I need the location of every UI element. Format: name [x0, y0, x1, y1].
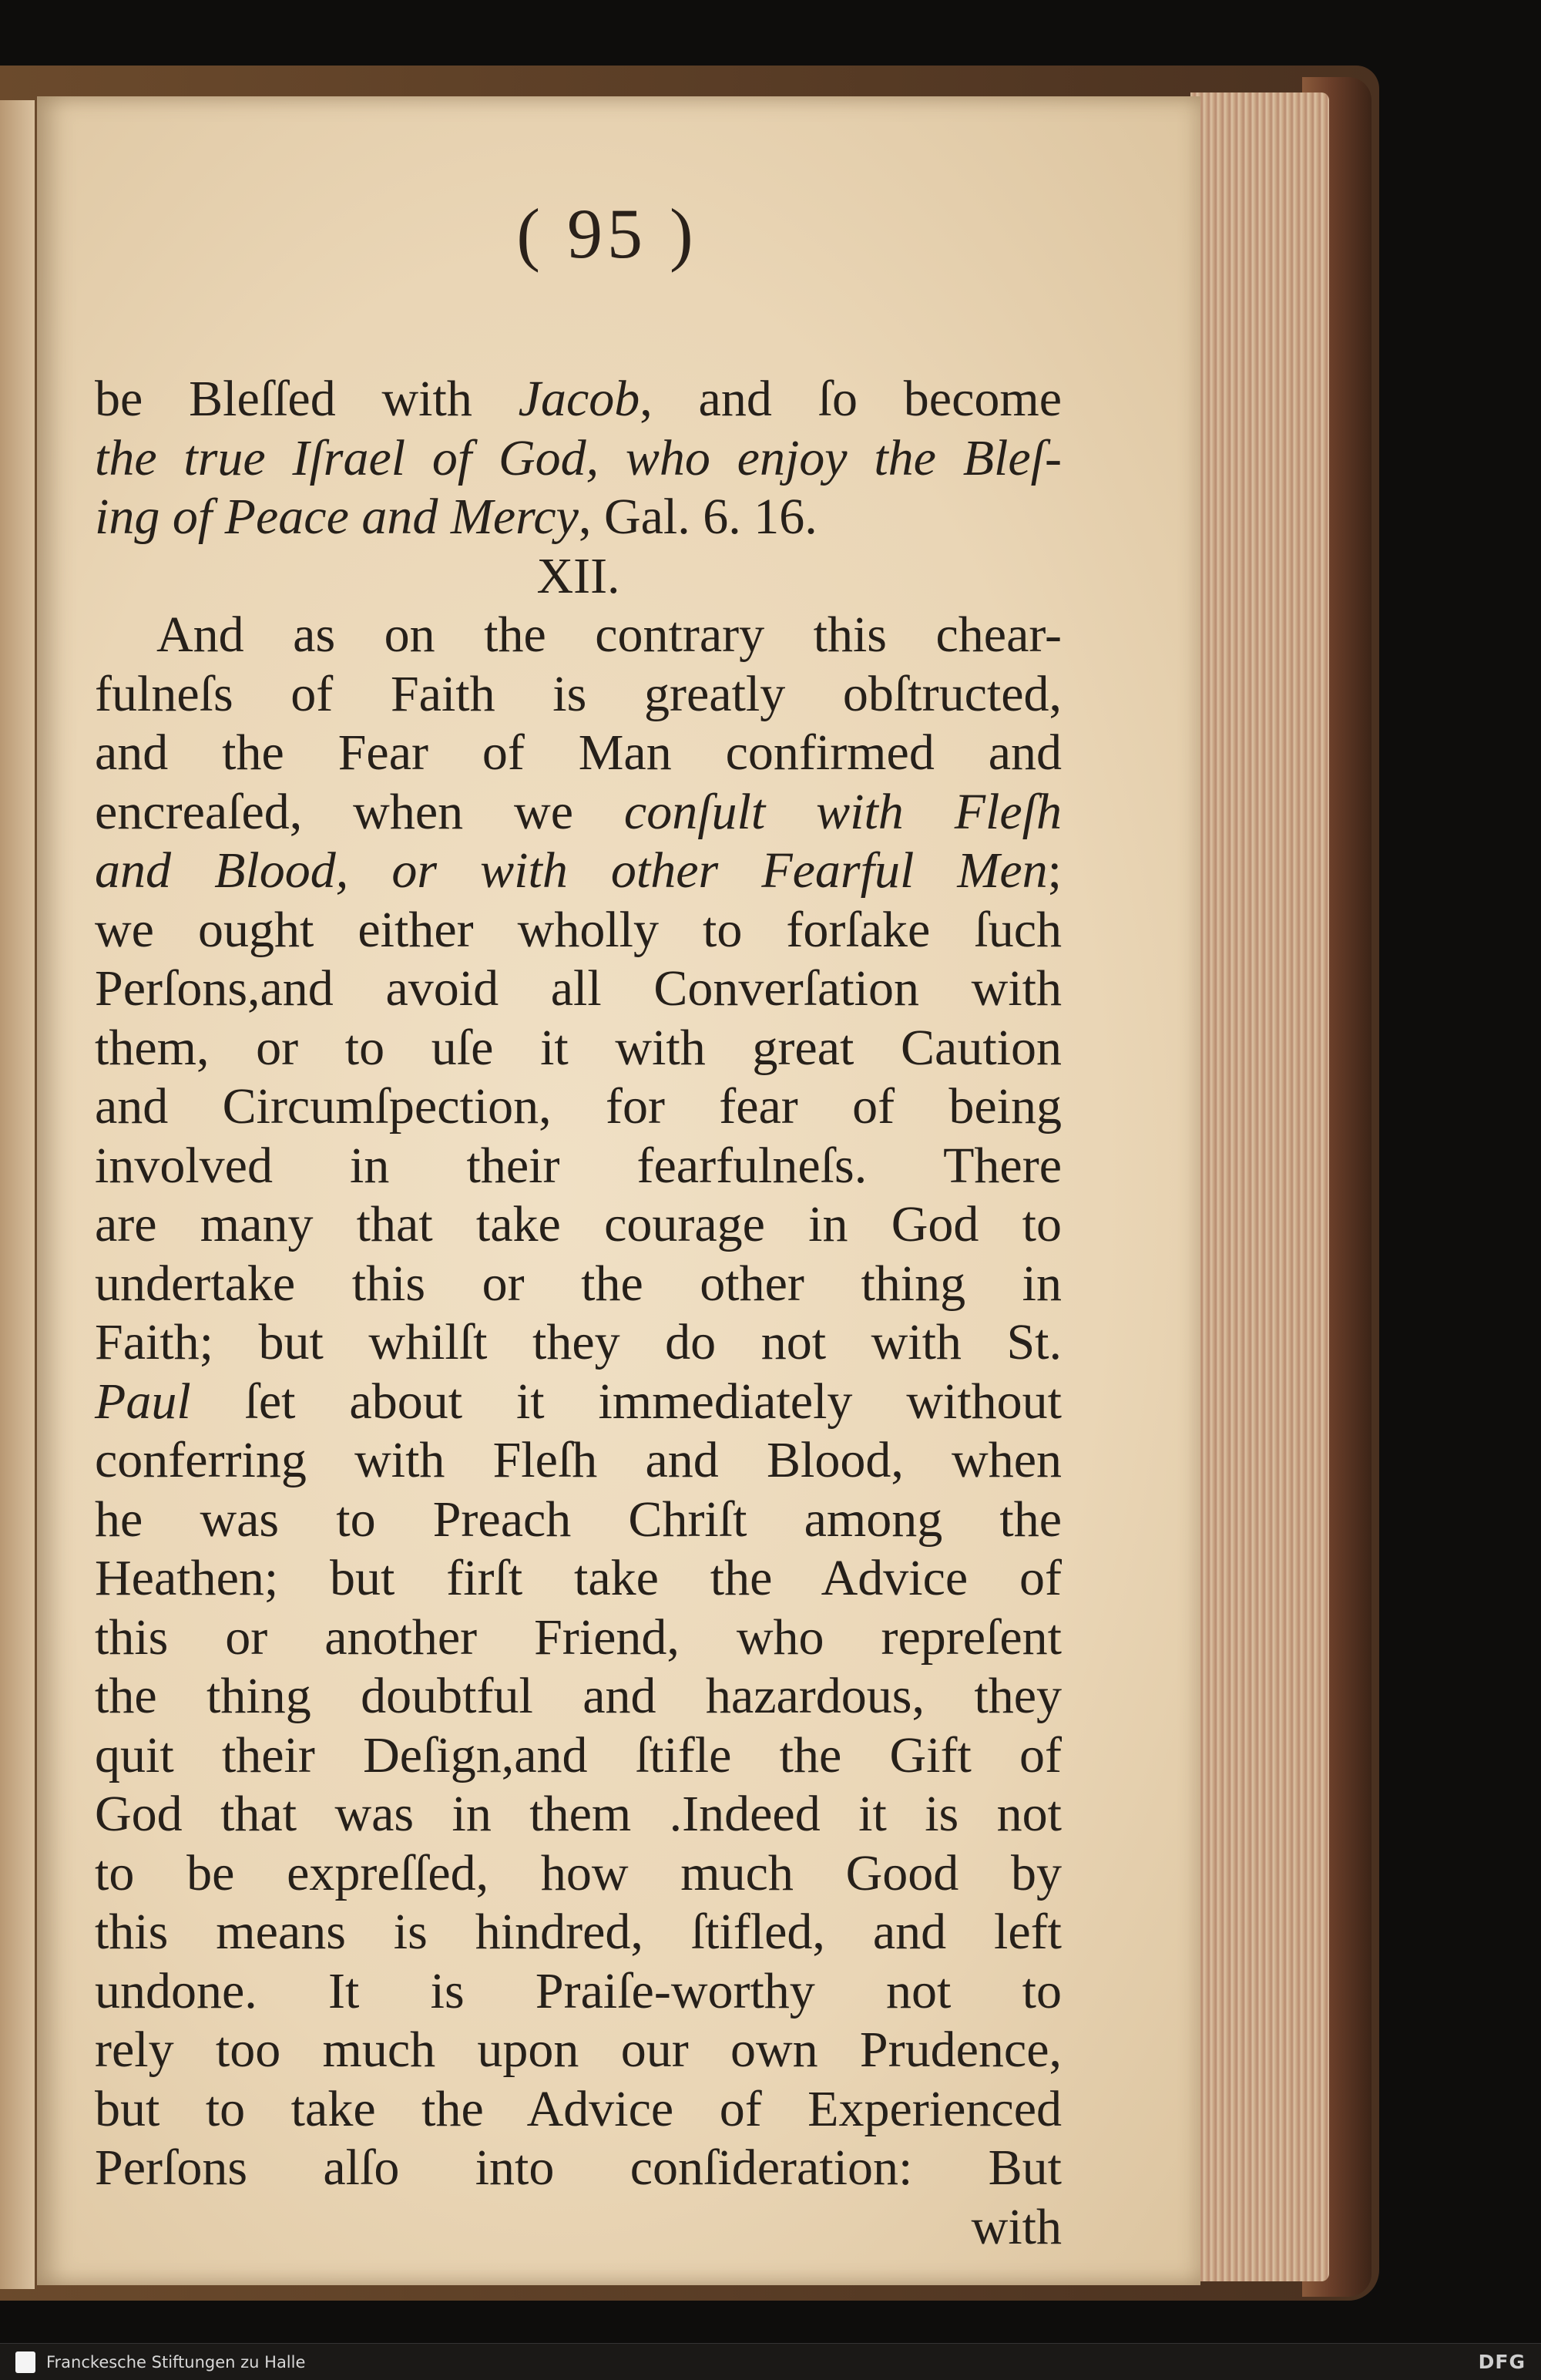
text-line	[95, 1431, 1062, 1491]
institution-name: Franckesche Stiftungen zu Halle	[46, 2353, 306, 2372]
text-segment: involved in their fearfulneſs. There	[95, 1137, 1062, 1194]
text-line	[95, 1019, 1062, 1078]
text-segment: XII.	[536, 547, 620, 604]
text-segment: and Circumſpection, for fear of being	[95, 1078, 1062, 1135]
text-line	[95, 1785, 1062, 1844]
page-number: ( 95 )	[516, 194, 698, 273]
text-line	[95, 783, 1062, 842]
text-segment: the true Iſrael of God, who enjoy the Bleſ-	[95, 429, 1062, 486]
text-segment: this or another Friend, who repreſent	[95, 1609, 1062, 1666]
text-line	[95, 1609, 1062, 1668]
text-segment: he was to Preach Chriſt among the	[95, 1491, 1062, 1548]
text-line	[95, 842, 1062, 901]
text-line	[95, 1373, 1062, 1432]
text-line	[95, 606, 1062, 665]
text-segment: to be expreſſed, how much Good by	[95, 1844, 1062, 1901]
text-line	[95, 1313, 1062, 1373]
text-line	[95, 1491, 1062, 1550]
text-segment: Jacob	[518, 371, 640, 427]
facing-page-edge	[0, 100, 35, 2289]
text-segment: them, or to uſe it with great Caution	[95, 1019, 1062, 1076]
text-segment: encreaſed, when we	[95, 783, 624, 840]
text-line	[95, 1667, 1062, 1726]
text-segment: but to take the Advice of Experienced	[95, 2080, 1062, 2137]
text-line	[95, 960, 1062, 1019]
text-segment: quit their Deſign,and ſtifle the Gift of	[95, 1726, 1062, 1783]
text-segment: the thing doubtful and hazardous, they	[95, 1668, 1062, 1724]
text-line	[95, 429, 1062, 489]
text-line	[95, 1962, 1062, 2022]
text-segment: conſult with Fleſh	[623, 783, 1062, 840]
text-line	[95, 724, 1062, 783]
dfg-logo: DFG	[1478, 2351, 1526, 2373]
text-segment: and Blood, or with other Fearful Men	[95, 842, 1048, 899]
page-fore-edge	[1190, 92, 1329, 2281]
text-line	[95, 1549, 1062, 1609]
text-segment: this means is hindred, ſtifled, and left	[95, 1904, 1062, 1960]
text-segment: conferring with Fleſh and Blood, when	[95, 1432, 1062, 1488]
text-segment: ſet about it immediately without	[190, 1373, 1062, 1430]
text-segment: undone. It is Praiſe-worthy not to	[95, 1962, 1062, 2019]
text-segment: God that was in them .Indeed it is not	[95, 1786, 1062, 1842]
text-line	[95, 1726, 1062, 1786]
text-segment: ;	[1047, 842, 1062, 899]
page-text	[95, 370, 1062, 2257]
text-line	[95, 1077, 1062, 1137]
book-page	[37, 96, 1200, 2285]
text-segment: , Gal. 6. 16.	[578, 489, 818, 545]
text-segment: Paul	[95, 1373, 191, 1430]
institution-logo-icon	[15, 2351, 35, 2373]
text-segment: are many that take courage in God to	[95, 1196, 1062, 1252]
text-line	[95, 901, 1062, 960]
text-segment: Faith; but whilſt they do not with St.	[95, 1314, 1062, 1370]
viewer-footer	[0, 2343, 1541, 2380]
text-segment: fulneſs of Faith is greatly obſtructed,	[95, 665, 1062, 722]
text-segment: we ought either wholly to forſake ſuch	[95, 901, 1062, 958]
text-line	[95, 1844, 1062, 1904]
text-segment: And as on the contrary this chear-	[156, 607, 1062, 663]
text-segment: , and ſo become	[640, 371, 1062, 427]
text-segment: rely too much upon our own Prudence,	[95, 2022, 1062, 2078]
text-line	[95, 547, 1062, 607]
text-segment: Heathen; but firſt take the Advice of	[95, 1550, 1062, 1606]
text-segment: and the Fear of Man confirmed and	[95, 724, 1062, 781]
text-segment: with	[971, 2198, 1062, 2255]
text-line	[95, 488, 1062, 547]
text-segment: be Bleſſed with	[95, 371, 519, 427]
text-line	[95, 1903, 1062, 1962]
text-line	[95, 1195, 1062, 1255]
text-line	[95, 2139, 1062, 2198]
text-line	[95, 370, 1062, 429]
text-line	[95, 2080, 1062, 2140]
text-segment: Perſons,and avoid all Converſation with	[95, 960, 1062, 1017]
text-segment: ing of Peace and Mercy	[95, 489, 579, 545]
text-line	[95, 1255, 1062, 1314]
text-line	[95, 665, 1062, 724]
text-segment: Perſons alſo into conſideration: But	[95, 2140, 1062, 2196]
text-line	[95, 2198, 1062, 2257]
text-line	[95, 2021, 1062, 2080]
text-segment: undertake this or the other thing in	[95, 1255, 1062, 1312]
text-line	[95, 1137, 1062, 1196]
